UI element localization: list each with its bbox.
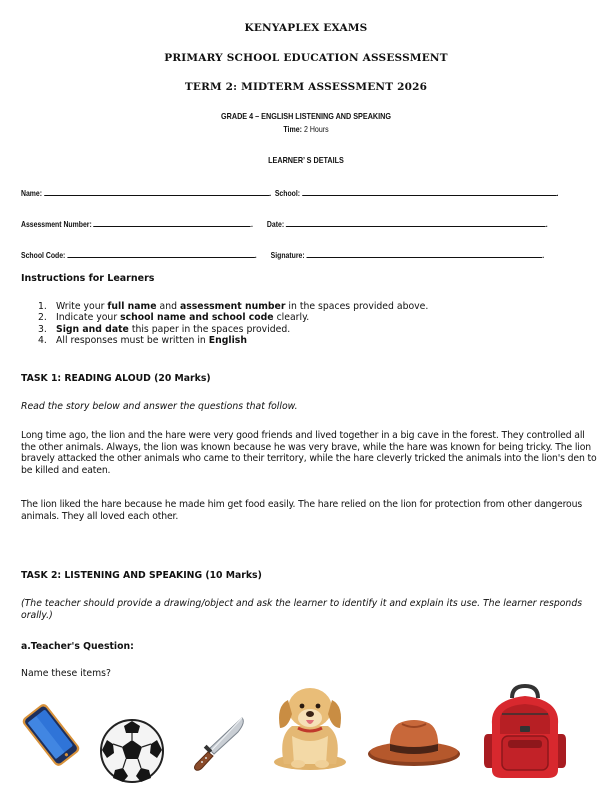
assessment-number-label: Assessment Number: — [21, 220, 92, 229]
task2-heading: TASK 2: LISTENING AND SPEAKING (10 Marks) — [21, 570, 262, 581]
grade-subject: GRADE 4 – ENGLISH LISTENING AND SPEAKING — [221, 111, 391, 121]
list-item: 2. Indicate your school name and school code clearly. — [38, 312, 310, 324]
task1-instruction: Read the story below and answer the questions that follow. — [21, 401, 298, 412]
time-value: 2 Hours — [303, 125, 329, 134]
name-label: Name: — [21, 189, 43, 198]
details-heading: LEARNER’ S DETAILS — [268, 155, 344, 165]
task1-paragraph-2: The lion liked the hare because he made him get food easily. The hare relied on the lion for protection from other dangerous animals. They all loved each other. — [21, 499, 583, 522]
signature-field[interactable] — [307, 248, 543, 258]
term-title: TERM 2: MIDTERM ASSESSMENT 2026 — [184, 81, 428, 93]
phone-icon — [14, 703, 88, 767]
list-item: 3. Sign and date this paper in the spaces provided. — [38, 323, 291, 335]
time-line — [37, 125, 576, 134]
question-heading: a.Teacher's Question: — [21, 641, 134, 652]
task1-paragraph-1: Long time ago, the lion and the hare were very good friends and lived together in a big cave in the forest. They controlled all the other animals. Always, the lion was known because he was very brave, while the hare was known for being tricky. The lion bravely attacked the other animals who came to their territory, while the hare cleverly tricked the animals into the lion's den to be killed and eaten. — [21, 430, 597, 476]
date-field[interactable] — [286, 217, 546, 227]
task2-instruction: (The teacher should provide a drawing/object and ask the learner to identify it and explain its use. The learner responds orally.) — [21, 598, 583, 621]
instructions-list — [38, 301, 428, 346]
date-label: Date: — [266, 220, 285, 229]
assessment-title: PRIMARY SCHOOL EDUCATION ASSESSMENT — [164, 52, 448, 64]
school-label: School: — [274, 189, 301, 198]
backpack-icon — [482, 684, 568, 780]
name-school-row: Name: . School: . — [21, 186, 558, 198]
list-item: 4. All responses must be written in English — [38, 334, 247, 346]
signature-label: Signature: — [270, 251, 305, 260]
school-code-field[interactable] — [67, 248, 254, 258]
code-signature-row: School Code: . Signature: . — [21, 248, 544, 260]
knife-icon — [190, 714, 248, 772]
school-field[interactable] — [302, 186, 557, 196]
task1-heading: TASK 1: READING ALOUD (20 Marks) — [21, 373, 211, 384]
exam-body-title: KENYAPLEX EXAMS — [244, 22, 368, 34]
assessment-number-field[interactable] — [94, 217, 251, 227]
list-item: 1. Write your full name and assessment number in the spaces provided above. — [38, 301, 429, 312]
hat-icon — [366, 714, 462, 770]
instructions-heading: Instructions for Learners — [21, 273, 155, 284]
dog-icon — [262, 676, 358, 772]
time-label: Time: — [283, 125, 303, 134]
school-code-label: School Code: — [21, 251, 66, 260]
name-field[interactable] — [44, 186, 269, 196]
assessment-date-row: Assessment Number: . Date: . — [21, 217, 548, 229]
question-text: Name these items? — [21, 668, 111, 679]
football-icon — [99, 718, 165, 784]
